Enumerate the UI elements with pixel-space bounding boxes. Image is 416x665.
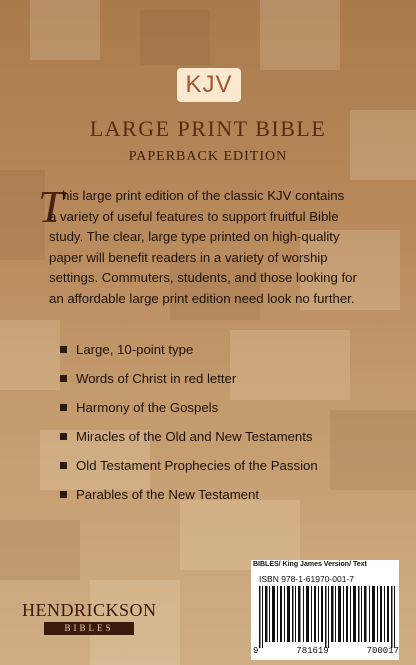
background-tile — [260, 0, 340, 70]
background-tile — [30, 0, 100, 60]
bullet-square-icon — [60, 375, 67, 382]
description-body: a variety of useful features to support fruitful Bible study. The clear, large type printed on high-quality paper will benefit readers in a variety of worship settings. Commuters, students, and those looking for an affordable large print edition need look no further. — [49, 208, 357, 306]
publisher-imprint: BIBLES — [44, 622, 134, 635]
description-paragraph — [49, 186, 367, 310]
bullet-square-icon — [60, 404, 67, 411]
feature-item: Old Testament Prophecies of the Passion — [60, 458, 318, 487]
background-tile — [140, 10, 210, 65]
feature-item: Words of Christ in red letter — [60, 371, 318, 400]
bullet-square-icon — [60, 462, 67, 469]
category-label: BIBLES/ King James Version/ Text — [253, 561, 367, 568]
kjv-badge: KJV — [177, 68, 241, 102]
background-tile — [0, 320, 60, 390]
barcode-digits: 9 781619 700017 — [253, 646, 399, 656]
feature-list — [60, 342, 318, 516]
publisher-name: HENDRICKSON — [22, 600, 157, 620]
barcode-icon — [259, 586, 396, 648]
drop-cap: T — [38, 181, 64, 232]
publisher-logo — [22, 600, 157, 640]
feature-item: Harmony of the Gospels — [60, 400, 318, 429]
feature-item: Miracles of the Old and New Testaments — [60, 429, 318, 458]
feature-item: Parables of the New Testament — [60, 487, 318, 516]
feature-item: Large, 10-point type — [60, 342, 318, 371]
background-tile — [0, 520, 80, 580]
book-title: LARGE PRINT BIBLE — [89, 116, 327, 141]
isbn-label: ISBN 978-1-61970-001-7 — [259, 574, 354, 584]
background-tile — [330, 410, 416, 490]
bullet-square-icon — [60, 491, 67, 498]
description-first-line: his large print edition of the classic KJV contains — [62, 188, 345, 203]
edition-subtitle: PAPERBACK EDITION — [128, 149, 288, 164]
bullet-square-icon — [60, 346, 67, 353]
bullet-square-icon — [60, 433, 67, 440]
